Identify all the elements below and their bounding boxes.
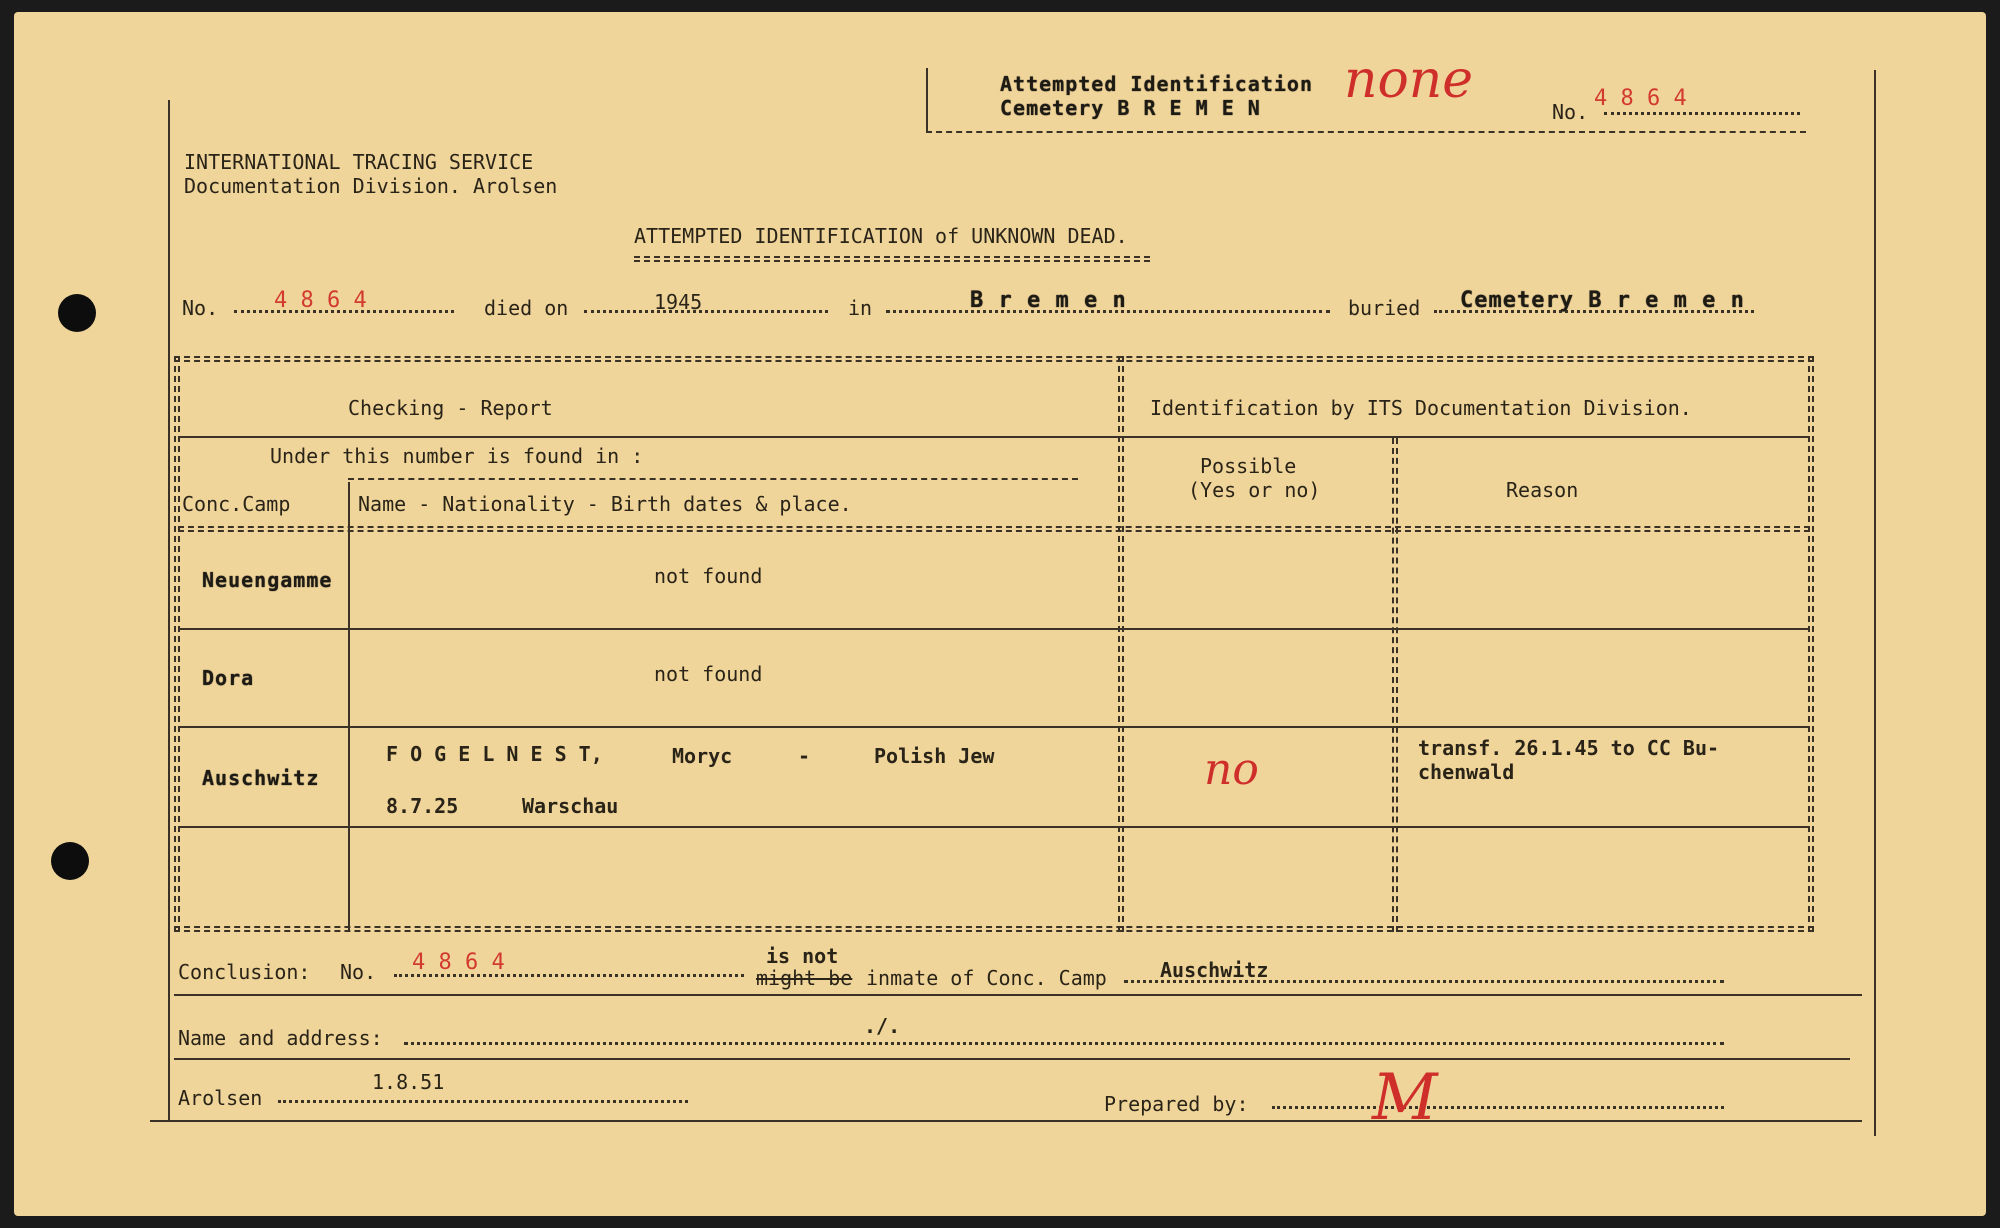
- table-column-header-line: [178, 526, 1810, 532]
- footer-date: 1.8.51: [372, 1070, 445, 1094]
- stamp-line2: Cemetery B R E M E N: [1000, 96, 1261, 120]
- table-row-camp: Dora: [202, 666, 255, 690]
- table-divider-main: [1118, 356, 1124, 932]
- prepared-by-dots: [1272, 1106, 1724, 1109]
- conclusion-label: Conclusion:: [178, 960, 311, 984]
- identification-header: Identification by ITS Documentation Division.: [1150, 396, 1692, 420]
- org-line1: INTERNATIONAL TRACING SERVICE: [184, 150, 534, 174]
- name-address-label: Name and address:: [178, 1026, 383, 1050]
- table-row-camp: Neuengamme: [202, 568, 333, 592]
- table-divider-camp: [348, 482, 350, 932]
- table-left-border: [174, 356, 180, 932]
- record-buried-value: Cemetery B r e m e n: [1460, 288, 1745, 313]
- table-row3-line: [178, 826, 1810, 828]
- row-nationality: Polish Jew: [874, 744, 995, 768]
- footer-date-dots: [278, 1100, 688, 1103]
- table-bottom-border: [174, 926, 1814, 932]
- col-possible-header-2: (Yes or no): [1188, 478, 1321, 502]
- col-possible-header-1: Possible: [1200, 454, 1297, 478]
- table-row-camp: Auschwitz: [202, 766, 320, 790]
- row-reason-line2: chenwald: [1418, 760, 1515, 784]
- org-line2: Documentation Division. Arolsen: [184, 174, 558, 198]
- name-address-rule: [174, 1058, 1850, 1060]
- table-right-border: [1808, 356, 1814, 932]
- name-address-value: ./.: [864, 1014, 901, 1038]
- document-title: ATTEMPTED IDENTIFICATION of UNKNOWN DEAD.: [634, 224, 1128, 248]
- record-died-value: 1945: [654, 290, 703, 314]
- conclusion-no-label: No.: [340, 960, 377, 984]
- record-in-label: in: [848, 296, 873, 320]
- checking-report-header: Checking - Report: [348, 396, 553, 420]
- record-in-value: B r e m e n: [970, 288, 1127, 313]
- right-border-line: [1874, 70, 1876, 1136]
- conclusion-inmate-text: inmate of Conc. Camp: [866, 966, 1107, 990]
- bottom-border-line: [150, 1120, 1862, 1122]
- table-row-text: not found: [654, 662, 763, 686]
- stamp-no-value: 4 8 6 4: [1594, 86, 1687, 111]
- punch-hole-bottom: [51, 842, 89, 880]
- table-row-text: not found: [654, 564, 763, 588]
- row-firstname: Moryc: [672, 744, 733, 768]
- row-birth-date: 8.7.25: [386, 794, 459, 818]
- stamp-box-bottom: [926, 131, 1806, 133]
- col-reason-header: Reason: [1506, 478, 1579, 502]
- footer-place: Arolsen: [178, 1086, 263, 1110]
- col-name-header: Name - Nationality - Birth dates & place.: [358, 492, 852, 516]
- col-camp-header: Conc.Camp: [182, 492, 291, 516]
- signature: M: [1372, 1061, 1438, 1135]
- under-number-label: Under this number is found in :: [270, 444, 644, 468]
- record-no-value: 4 8 6 4: [274, 288, 367, 313]
- punch-hole-top: [58, 294, 96, 332]
- prepared-by-label: Prepared by:: [1104, 1092, 1249, 1116]
- record-died-label: died on: [484, 296, 569, 320]
- conclusion-camp: Auschwitz: [1160, 958, 1269, 982]
- table-row2-line: [178, 726, 1810, 728]
- left-border-line: [168, 100, 170, 1122]
- stamp-line1: Attempted Identification: [1000, 72, 1313, 96]
- stamp-box-left: [926, 68, 928, 132]
- conclusion-struck-text: might be: [756, 966, 853, 990]
- conclusion-is-not: is not: [766, 944, 839, 968]
- conclusion-rule: [174, 994, 1862, 996]
- row-birth-place: Warschau: [522, 794, 619, 818]
- handwritten-none: none: [1344, 50, 1474, 110]
- row-dash: -: [798, 744, 811, 768]
- table-header-line: [178, 436, 1810, 438]
- document-card: [14, 12, 1986, 1216]
- record-died-dots: [584, 310, 828, 313]
- name-address-dots: [404, 1042, 1724, 1045]
- stamp-no-dots: [1604, 112, 1800, 115]
- table-top-border: [174, 356, 1814, 362]
- row-possible-no: no: [1204, 744, 1259, 795]
- table-row1-line: [178, 628, 1810, 630]
- row-surname: F O G E L N E S T,: [386, 742, 603, 766]
- table-divider-possible: [1392, 438, 1398, 932]
- title-double-underline: [634, 256, 1150, 262]
- row-reason-line1: transf. 26.1.45 to CC Bu-: [1418, 736, 1720, 760]
- record-no-label: No.: [182, 296, 219, 320]
- under-number-line: [348, 478, 1078, 480]
- record-buried-label: buried: [1348, 296, 1421, 320]
- conclusion-no-value: 4 8 6 4: [412, 950, 505, 975]
- stamp-no-label: No.: [1552, 100, 1589, 124]
